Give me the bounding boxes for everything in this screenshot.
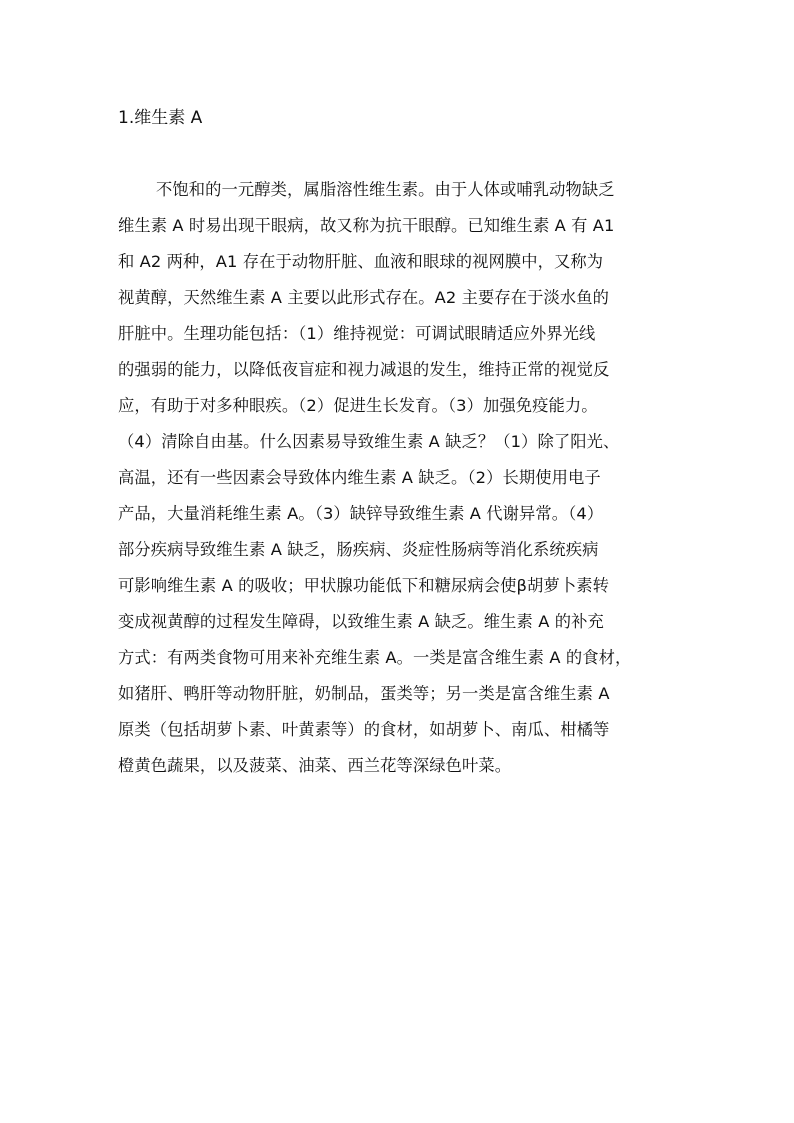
paragraph-line: 方式：有两类食物可用来补充维生素 A。一类是富含维生素 A 的食材，	[118, 648, 632, 667]
paragraph-line: 应，有助于对多种眼疾。（2）促进生长发育。（3）加强免疫能力。	[118, 396, 598, 415]
paragraph-line: 高温，还有一些因素会导致体内维生素 A 缺乏。（2）长期使用电子	[118, 468, 601, 487]
paragraph-line: 部分疾病导致维生素 A 缺乏，肠疾病、炎症性肠病等消化系统疾病	[118, 540, 599, 559]
paragraph-line: 维生素 A 时易出现干眼病，故又称为抗干眼醇。已知维生素 A 有 A1	[118, 216, 615, 235]
paragraph-line: 橙黄色蔬果，以及菠菜、油菜、西兰花等深绿色叶菜。	[118, 756, 512, 775]
paragraph-line: 如猪肝、鸭肝等动物肝脏，奶制品，蛋类等；另一类是富含维生素 A	[118, 684, 610, 703]
paragraph-line: 和 A2 两种，A1 存在于动物肝脏、血液和眼球的视网膜中，又称为	[118, 252, 604, 271]
section-heading: 1.维生素 A	[118, 108, 203, 128]
paragraph-line: 视黄醇，天然维生素 A 主要以此形式存在。A2 主要存在于淡水鱼的	[118, 288, 610, 307]
paragraph-line: 不饱和的一元醇类，属脂溶性维生素。由于人体或哺乳动物缺乏	[156, 180, 615, 199]
paragraph-line: 可影响维生素 A 的吸收；甲状腺功能低下和糖尿病会使β胡萝卜素转	[118, 576, 609, 595]
paragraph-line: （4）清除自由基。什么因素易导致维生素 A 缺乏？（1）除了阳光、	[118, 432, 620, 451]
body-paragraph	[118, 172, 682, 784]
paragraph-line: 肝脏中。生理功能包括：（1）维持视觉：可调试眼睛适应外界光线	[118, 324, 596, 343]
paragraph-line: 产品，大量消耗维生素 A。（3）缺锌导致维生素 A 代谢异常。（4）	[118, 504, 604, 523]
paragraph-line: 原类（包括胡萝卜素、叶黄素等）的食材，如胡萝卜、南瓜、柑橘等	[118, 720, 610, 739]
paragraph-line: 变成视黄醇的过程发生障碍，以致维生素 A 缺乏。维生素 A 的补充	[118, 612, 604, 631]
paragraph-line: 的强弱的能力，以降低夜盲症和视力减退的发生，维持正常的视觉反	[118, 360, 610, 379]
